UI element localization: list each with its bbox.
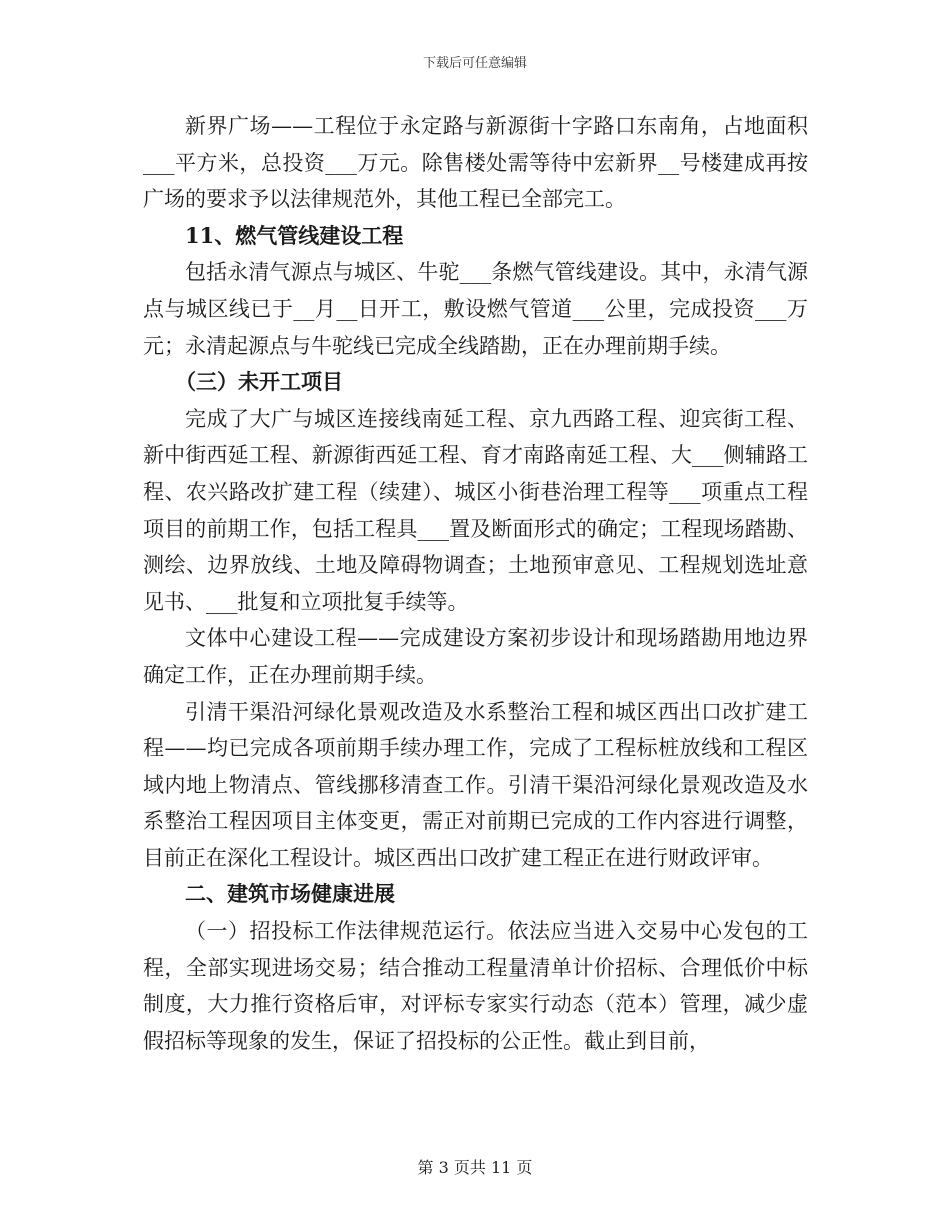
page-footer: 第 3 页共 11 页 xyxy=(417,1158,533,1177)
heading-construction-market: 二、建筑市场健康进展 xyxy=(185,881,395,907)
paragraph-xinjie-plaza: 新界广场——工程位于永定路与新源街十字路口东南角，占地面积___平方米，总投资___万元。除售楼处需等待中宏新界__号楼建成再按广场的要求予以法律规范外，其他工程已全部完工。 xyxy=(143,114,808,212)
paragraph-canal-greening: 引清干渠沿河绿化景观改造及水系整治工程和城区西出口改扩建工程——均已完成各项前期手续办理工作，完成了工程标桩放线和工程区域内地上物清点、管线挪移清查工作。引清干渠沿河绿化景观改造及水系整治工程因项目主体变更，需正对前期已完成的工作内容进行调整，目前正在深化工程设计。城区西出口改扩建工程正在进行财政评审。 xyxy=(143,699,808,870)
paragraph-bidding: （一）招投标工作法律规范运行。依法应当进入交易中心发包的工程，全部实现进场交易；结合推动工程量清单计价招标、合理低价中标制度，大力推行资格后审，对评标专家实行动态（范本）管理，减少虚假招标等现象的发生，保证了招投标的公正性。截止到目前， xyxy=(143,919,808,1053)
heading-gas-pipeline: 11、燃气管线建设工程 xyxy=(185,222,404,248)
heading-unstarted-projects: （三）未开工项目 xyxy=(175,369,343,395)
document-body xyxy=(143,108,808,1059)
page-header: 下载后可任意编辑 xyxy=(422,56,527,71)
paragraph-preliminary-work: 完成了大广与城区连接线南延工程、京九西路工程、迎宾街工程、新中街西延工程、新源街西延工程、育才南路南延工程、大___侧辅路工程、农兴路改扩建工程（续建）、城区小街巷治理工程等___项重点工程项目的前期工作，包括工程具___置及断面形式的确定；工程现场踏勘、测绘、边界放线、土地及障碍物调查；土地预审意见、工程规划选址意见书、___批复和立项批复手续等。 xyxy=(143,406,808,614)
paragraph-gas-pipeline: 包括永清气源点与城区、牛驼___条燃气管线建设。其中，永清气源点与城区线已于__月__日开工，敷设燃气管道___公里，完成投资___万元；永清起源点与牛驼线已完成全线踏勘，正在办理前期手续。 xyxy=(143,260,808,358)
paragraph-culture-sports-center: 文体中心建设工程——完成建设方案初步设计和现场踏勘用地边界确定工作，正在办理前期手续。 xyxy=(143,626,808,687)
